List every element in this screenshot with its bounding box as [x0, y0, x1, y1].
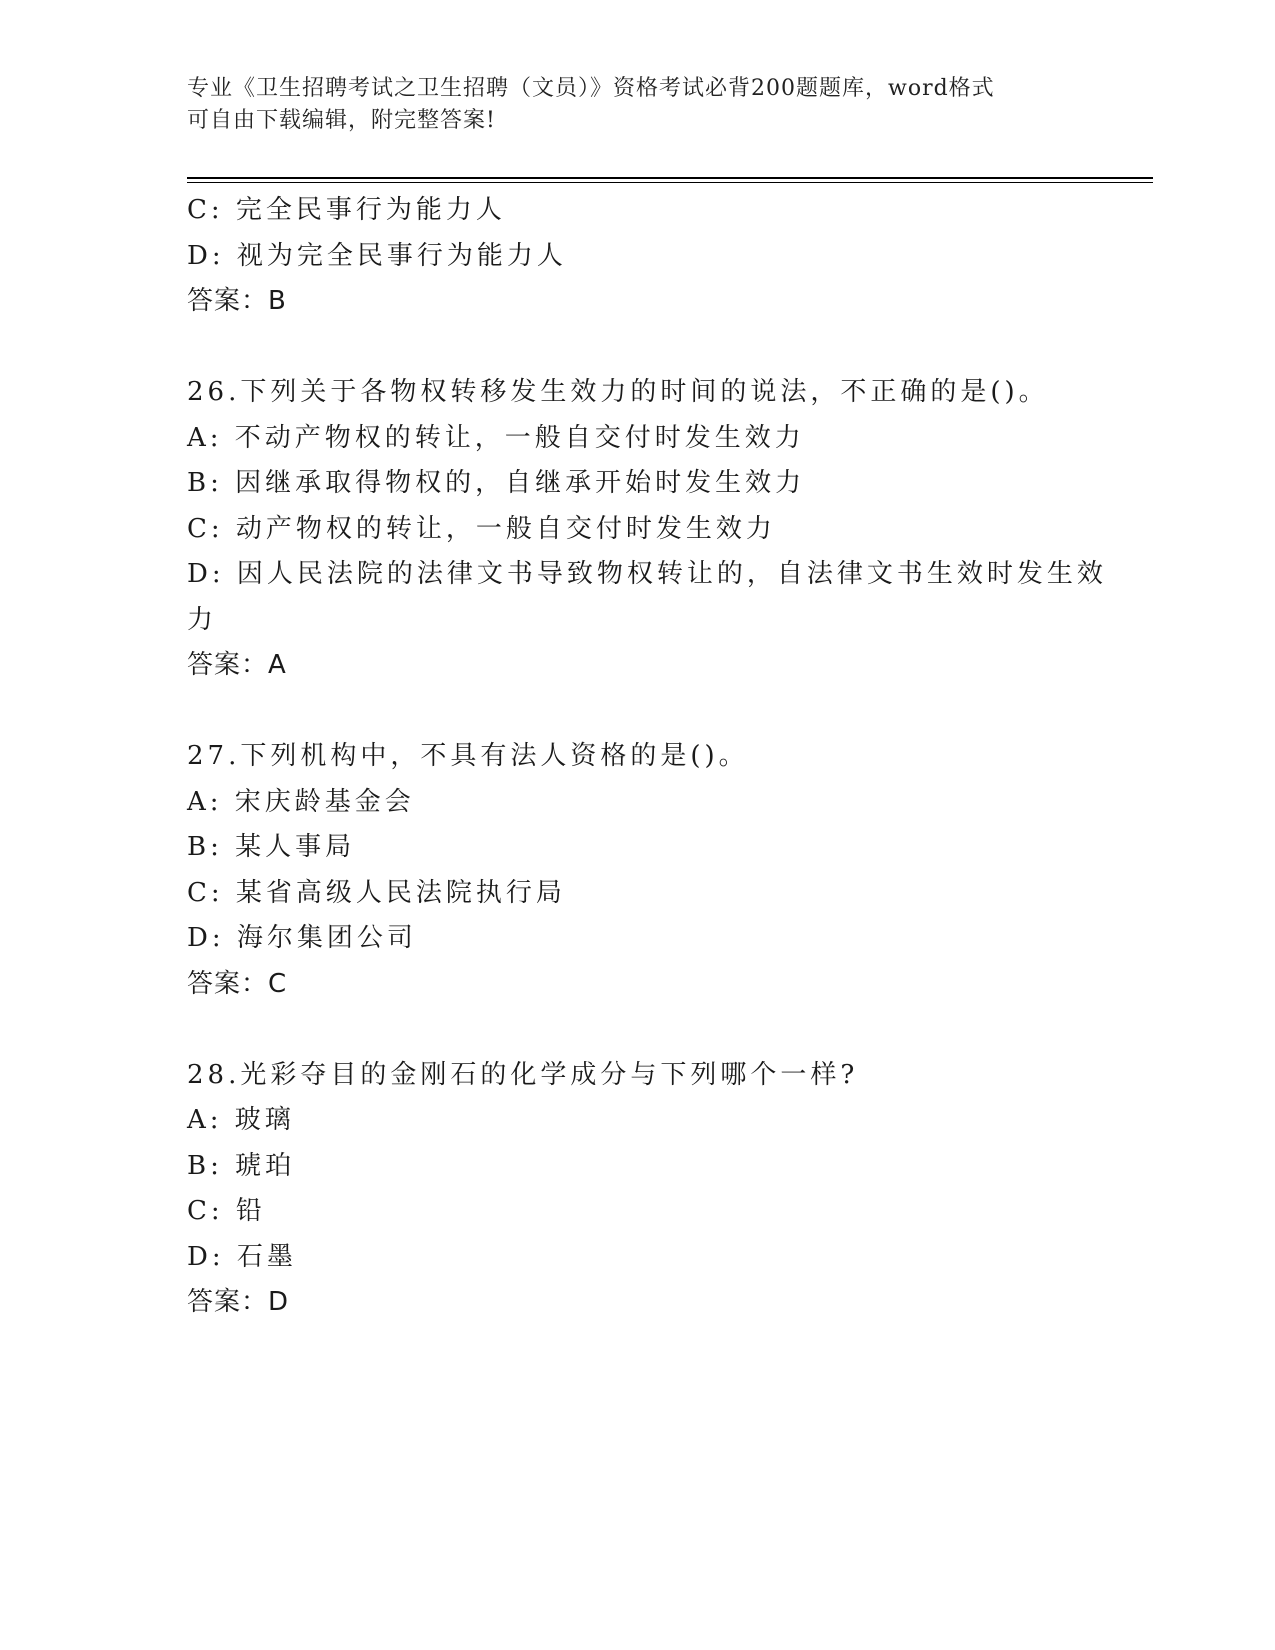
question-stem: 27.下列机构中，不具有法人资格的是()。: [187, 741, 749, 771]
option-d: D: 海尔集团公司: [187, 923, 417, 953]
option-b: B: 琥珀: [187, 1150, 296, 1181]
option-a: A: 玻璃: [187, 1105, 295, 1135]
option-d: D: 石墨: [187, 1241, 297, 1272]
question-list: [187, 188, 1107, 1326]
spacer: [187, 689, 1087, 735]
question-27: [187, 734, 1087, 1007]
option-a: A: 宋庆龄基金会: [187, 786, 415, 817]
question-stem: 28.光彩夺目的金刚石的化学成分与下列哪个一样?: [187, 1059, 859, 1090]
spacer: [187, 325, 1087, 371]
header-divider-thin: [187, 182, 1153, 183]
header-title-line-1: 专业《卫生招聘考试之卫生招聘（文员）》资格考试必背200题题库，word格式: [187, 76, 995, 101]
question-28: [187, 1053, 1087, 1326]
option-a: A: 不动产物权的转让，一般自交付时发生效力: [187, 422, 805, 453]
option-d-continuation: 力: [187, 604, 218, 635]
header-divider-thick: [187, 177, 1153, 179]
option-c: C: 动产物权的转让，一般自交付时发生效力: [187, 513, 776, 544]
option-d: D: 因人民法院的法律文书导致物权转让的，自法律文书生效时发生效: [187, 559, 1107, 589]
answer-line: 答案：A: [187, 650, 287, 680]
header-title-line-2: 可自由下载编辑，附完整答案!: [187, 108, 496, 133]
document-header: [187, 73, 1087, 137]
option-b: B: 因继承取得物权的，自继承开始时发生效力: [187, 468, 806, 498]
option-d: D: 视为完全民事行为能力人: [187, 240, 567, 271]
option-c: C: 某省高级人民法院执行局: [187, 877, 566, 908]
option-c: C: 铅: [187, 1196, 266, 1226]
option-c: C: 完全民事行为能力人: [187, 195, 506, 225]
answer-line: 答案：C: [187, 968, 288, 999]
spacer: [187, 1007, 1087, 1053]
question-stem: 26.下列关于各物权转移发生效力的时间的说法，不正确的是()。: [187, 377, 1049, 407]
answer-line: 答案：B: [187, 286, 287, 316]
question-26: [187, 370, 1107, 689]
option-b: B: 某人事局: [187, 832, 356, 862]
question-25-tail: [187, 188, 1087, 325]
answer-line: 答案：D: [187, 1287, 290, 1317]
